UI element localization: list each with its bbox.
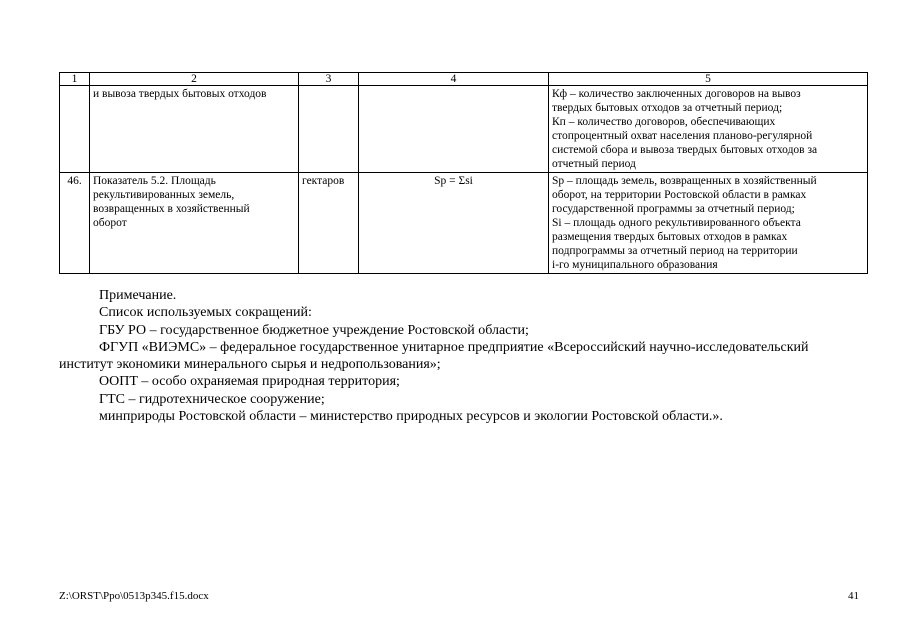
indicator-name-line: возвращенных в хозяйственный (93, 203, 250, 215)
table-row (60, 86, 868, 173)
formula-cell (359, 86, 549, 173)
description-line: Кп – количество договоров, обеспечивающих (552, 116, 776, 128)
description-line: государственной программы за отчетный период; (552, 203, 795, 215)
description-line: системой сбора и вывоза твердых бытовых отходов за (552, 144, 818, 156)
header-cell: 5 (549, 73, 868, 86)
row-number-cell: 46. (60, 173, 90, 274)
notes-section (59, 287, 869, 425)
indicator-name-cell: и вывоза твердых бытовых отходов (90, 86, 299, 173)
abbreviation-oopt: ООПТ – особо охраняемая природная территория; (99, 374, 400, 390)
footer-file-path: Z:\ORST\Ppo\0513p345.f15.docx (59, 590, 209, 602)
abbreviations-intro: Список используемых сокращений: (99, 305, 312, 321)
formula-cell: Sp = Σsi (359, 173, 549, 274)
table-header-row (60, 73, 868, 86)
unit-cell: гектаров (299, 173, 359, 274)
description-line: Sp – площадь земель, возвращенных в хозяйственный (552, 175, 817, 187)
abbreviation-gbu: ГБУ РО – государственное бюджетное учреждение Ростовской области; (99, 322, 529, 338)
description-line: твердых бытовых отходов за отчетный период; (552, 102, 783, 114)
description-cell (549, 86, 868, 173)
abbreviation-gts: ГТС – гидротехническое сооружение; (99, 391, 325, 407)
indicator-name-line: Показатель 5.2. Площадь (93, 175, 216, 187)
indicator-name-cell (90, 173, 299, 274)
description-line: размещения твердых бытовых отходов в рамках (552, 231, 788, 243)
indicator-table (59, 72, 868, 274)
description-line: Кф – количество заключенных договоров на вывоз (552, 88, 801, 100)
description-line: оборот, на территории Ростовской области в рамках (552, 189, 807, 201)
indicator-name-line: рекультивированных земель, (93, 189, 235, 201)
indicator-name-line: оборот (93, 217, 127, 229)
header-cell: 1 (60, 73, 90, 86)
description-line: i-го муниципального образования (552, 259, 718, 271)
notes-title: Примечание. (99, 288, 177, 303)
description-line: стопроцентный охват населения планово-регулярной (552, 130, 813, 142)
abbreviation-minprirody: минприроды Ростовской области – министерство природных ресурсов и экологии Ростовской области.». (99, 409, 723, 425)
description-line: подпрограммы за отчетный период на территории (552, 245, 798, 257)
header-cell: 2 (90, 73, 299, 86)
table-row (60, 173, 868, 274)
row-number-cell (60, 86, 90, 173)
description-line: Si – площадь одного рекультивированного объекта (552, 217, 801, 229)
description-line: отчетный период (552, 158, 636, 170)
abbreviation-fgup: ФГУП «ВИЭМС» – федеральное государственное унитарное предприятие «Всероссийский научно-исследовательский (99, 339, 809, 355)
page-number: 41 (848, 590, 859, 602)
unit-cell (299, 86, 359, 173)
description-cell (549, 173, 868, 274)
header-cell: 4 (359, 73, 549, 86)
abbreviation-fgup-continued: институт экономики минерального сырья и недропользования»; (59, 357, 441, 373)
header-cell: 3 (299, 73, 359, 86)
